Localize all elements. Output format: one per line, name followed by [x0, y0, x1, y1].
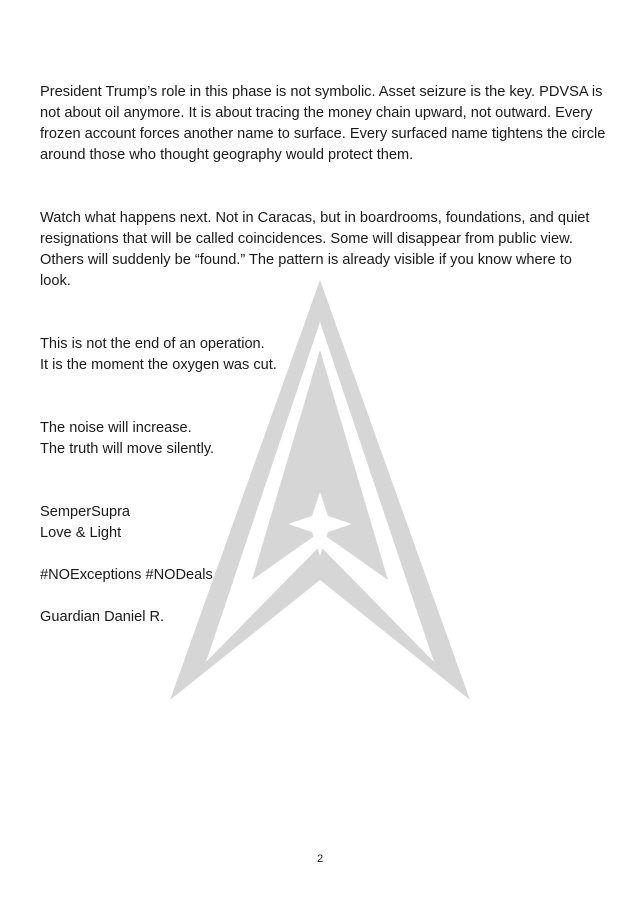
paragraph-watch-next: Watch what happens next. Not in Caracas, but in boardrooms, foundations, and quiet resignations that will be called coincidences. Some will disappear from public view. Others will suddenly be “found.” The pattern is already visible if you know where to look.	[40, 210, 590, 289]
hashtags: #NOExceptions #NODeals	[40, 567, 213, 583]
signature-name: Guardian Daniel R.	[40, 609, 165, 625]
document-body	[40, 82, 606, 628]
page-number: 2	[316, 853, 324, 865]
signature-motto: SemperSupra Love & Light	[40, 504, 131, 541]
paragraph-oxygen-cut: This is not the end of an operation. It is the moment the oxygen was cut.	[40, 336, 277, 373]
paragraph-noise-truth: The noise will increase. The truth will move silently.	[40, 420, 215, 457]
paragraph-asset-seizure: President Trump’s role in this phase is not symbolic. Asset seizure is the key. PDVSA is not about oil anymore. It is about tracing the money chain upward, not outward. Every frozen account forces another name to surface. Every surfaced name tightens the circle around those who thought geography would protect them.	[40, 84, 606, 163]
